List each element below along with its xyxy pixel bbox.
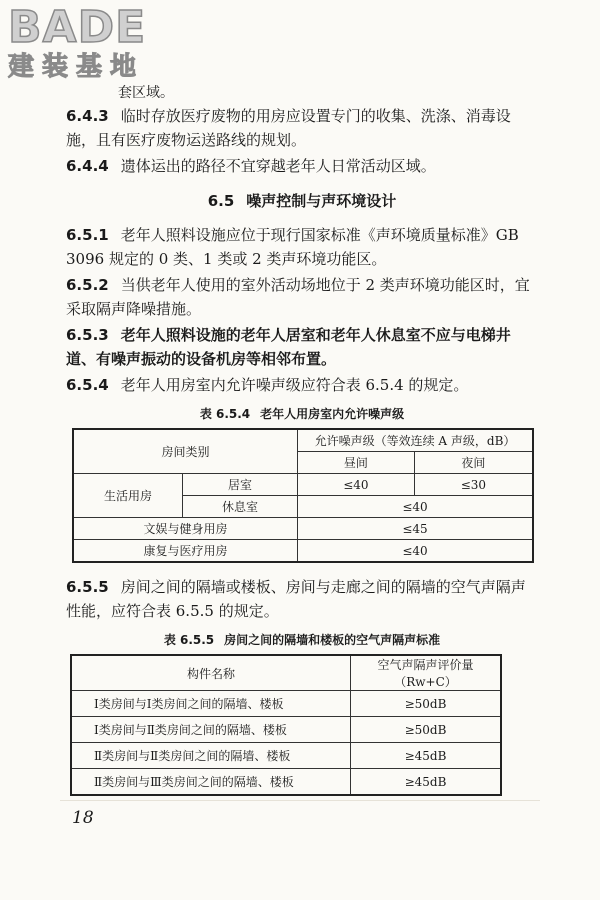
page-number: 18	[72, 808, 94, 828]
cell-rating: ≥50dB	[351, 717, 502, 743]
group-living-rooms: 生活用房	[73, 474, 183, 518]
header-rating: 空气声隔声评价量（Rw+C）	[351, 655, 502, 691]
header-allowed-noise: 允许噪声级（等效连续 A 声级，dB）	[298, 429, 534, 452]
clause-6-4-4: 6.4.4 遗体运出的路径不宜穿越老年人日常活动区域。	[66, 157, 436, 175]
table-caption-6-5-4: 表 6.5.4 老年人用房室内允许噪声级	[199, 407, 405, 421]
cell-room-name: 文娱与健身用房	[73, 518, 298, 540]
clause-6-4-3: 6.4.3 临时存放医疗废物的用房应设置专门的收集、洗涤、消毒设施，且有医疗废物运送路线的规划。	[66, 107, 511, 149]
cell-component: Ⅰ类房间与Ⅱ类房间之间的隔墙、楼板	[71, 717, 351, 743]
header-component-name: 构件名称	[71, 655, 351, 691]
table-caption-6-5-5: 表 6.5.5 房间之间的隔墙和楼板的空气声隔声标准	[163, 633, 441, 647]
section-heading: 6.5 噪声控制与声环境设计	[207, 192, 397, 210]
cell-room-name: 康复与医疗用房	[73, 540, 298, 563]
cell-value: ≤45	[298, 518, 534, 540]
logo-cn: 建装基地	[8, 52, 145, 82]
cell-value: ≤40	[298, 540, 534, 563]
table-row	[71, 769, 501, 796]
cell-day-value: ≤40	[298, 474, 415, 496]
cell-component: Ⅱ类房间与Ⅱ类房间之间的隔墙、楼板	[71, 743, 351, 769]
table-row	[71, 717, 501, 743]
header-night: 夜间	[414, 452, 533, 474]
clause-6-5-1: 6.5.1 老年人照料设施应位于现行国家标准《声环境质量标准》GB 3096 规定的 0 类、1 类或 2 类声环境功能区。	[66, 226, 519, 268]
cell-night-value: ≤30	[414, 474, 533, 496]
logo-brand: BADE	[8, 2, 147, 53]
clause-6-5-5: 6.5.5 房间之间的隔墙或楼板、房间与走廊之间的隔墙的空气声隔声性能，应符合表 6.5.5 的规定。	[66, 578, 526, 620]
page-content	[66, 104, 538, 796]
cell-component: Ⅱ类房间与Ⅲ类房间之间的隔墙、楼板	[71, 769, 351, 796]
cell-rating: ≥45dB	[351, 769, 502, 796]
cell-room-name: 休息室	[183, 496, 298, 518]
cell-rating: ≥50dB	[351, 691, 502, 717]
watermark-logo	[8, 4, 178, 82]
table-row	[71, 691, 501, 717]
table-row	[73, 518, 533, 540]
header-room-type: 房间类别	[73, 429, 298, 474]
header-day: 昼间	[298, 452, 415, 474]
table-row	[73, 540, 533, 563]
cell-rating: ≥45dB	[351, 743, 502, 769]
cell-room-name: 居室	[183, 474, 298, 496]
cell-value: ≤40	[298, 496, 534, 518]
clause-6-5-4: 6.5.4 老年人用房室内允许噪声级应符合表 6.5.4 的规定。	[66, 376, 469, 394]
table-row	[73, 474, 533, 496]
cell-component: Ⅰ类房间与Ⅰ类房间之间的隔墙、楼板	[71, 691, 351, 717]
table-row	[71, 743, 501, 769]
clause-6-5-3: 6.5.3 老年人照料设施的老年人居室和老年人休息室不应与电梯井道、有噪声振动的设备机房等相邻布置。	[66, 326, 511, 368]
table-row	[71, 655, 501, 691]
text-fragment: 套区域。	[118, 85, 174, 101]
noise-level-table	[72, 428, 534, 563]
clause-6-5-2: 6.5.2 当供老年人使用的室外活动场地位于 2 类声环境功能区时，宜采取隔声降噪措施。	[66, 276, 530, 318]
page-divider	[60, 800, 540, 801]
table-row	[73, 429, 533, 452]
sound-insulation-table	[70, 654, 502, 796]
